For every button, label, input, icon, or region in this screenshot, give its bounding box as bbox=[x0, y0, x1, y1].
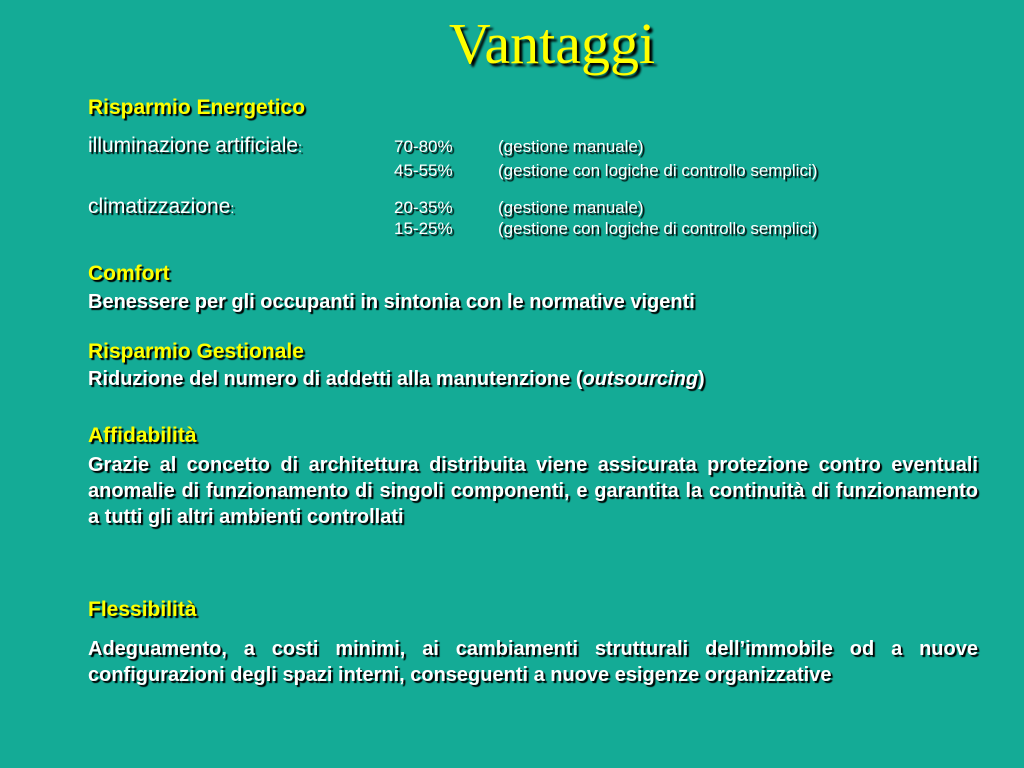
lighting-label bbox=[88, 134, 302, 158]
management-text bbox=[88, 366, 978, 392]
reliability-text: Grazie al concetto di architettura distribuita viene assicurata protezione contro eventuali anomalie di funzionamento di singoli componenti, e garantita la continuità di funzionamento a tutti gli altri ambienti controllati bbox=[88, 454, 978, 528]
climate-label bbox=[88, 195, 234, 219]
lighting-note-2: (gestione con logiche di controllo semplici) bbox=[498, 161, 818, 180]
climate-note-1: (gestione manuale) bbox=[498, 198, 644, 217]
climate-colon: : bbox=[230, 200, 235, 216]
climate-pct-2: 15-25% bbox=[394, 219, 453, 238]
lighting-colon: : bbox=[298, 139, 302, 155]
comfort-heading: Comfort bbox=[88, 262, 170, 285]
flexibility-heading: Flessibilità bbox=[88, 598, 197, 621]
management-text-italic: outsourcing bbox=[582, 368, 699, 390]
lighting-pct-2: 45-55% bbox=[394, 161, 453, 180]
management-heading: Risparmio Gestionale bbox=[88, 340, 304, 363]
slide-title: Vantaggi bbox=[448, 11, 656, 76]
management-text-after: ) bbox=[698, 368, 705, 390]
management-text-before: Riduzione del numero di addetti alla manutenzione ( bbox=[88, 368, 583, 390]
flexibility-text: Adeguamento, a costi minimi, ai cambiamenti strutturali dell’immobile od a nuove configurazioni degli spazi interni, conseguenti a nuove esigenze organizzative bbox=[88, 638, 978, 686]
lighting-pct-1: 70-80% bbox=[394, 137, 453, 156]
lighting-label-text: illuminazione artificiale bbox=[88, 134, 299, 157]
comfort-text: Benessere per gli occupanti in sintonia con le normative vigenti bbox=[88, 291, 695, 313]
climate-pct-1: 20-35% bbox=[394, 198, 453, 217]
reliability-heading: Affidabilità bbox=[88, 424, 197, 447]
lighting-note-1: (gestione manuale) bbox=[498, 137, 644, 156]
climate-label-text: climatizzazione bbox=[88, 195, 231, 218]
climate-note-2: (gestione con logiche di controllo semplici) bbox=[498, 219, 818, 238]
energy-heading: Risparmio Energetico bbox=[88, 96, 306, 119]
